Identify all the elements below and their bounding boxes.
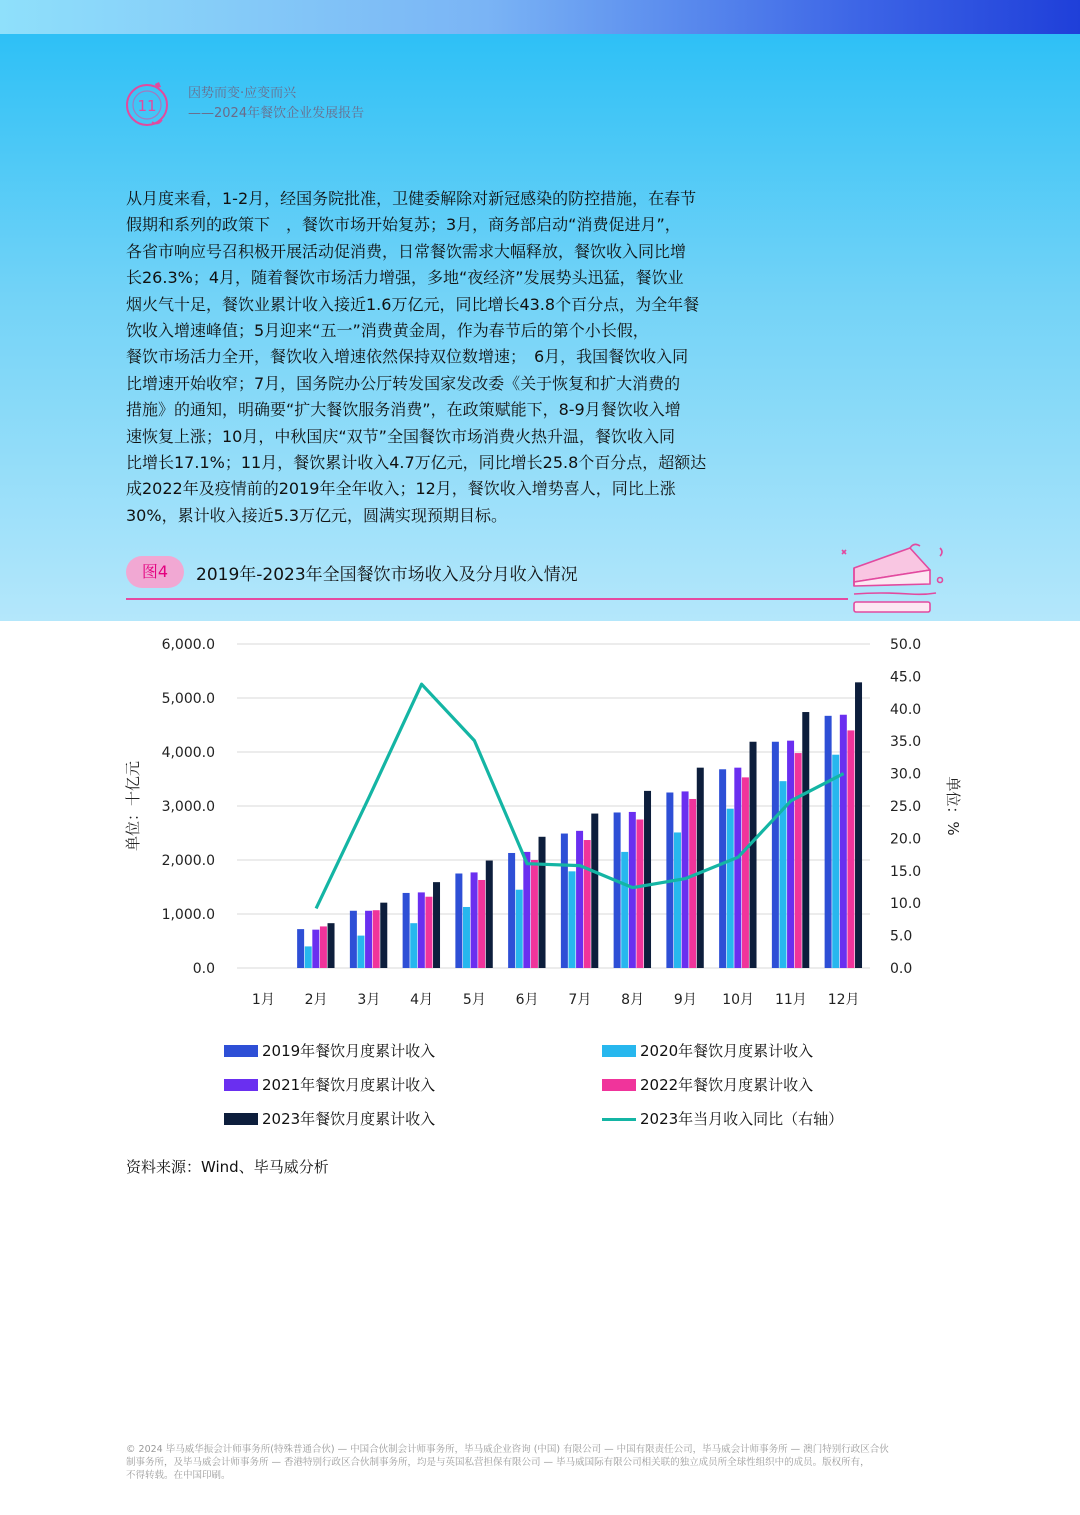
- y2-tick-label: 0.0: [890, 961, 913, 977]
- page-number: 11: [137, 97, 157, 115]
- legend-swatch: [224, 1045, 258, 1057]
- bar: [410, 923, 417, 968]
- x-tick-label: 8月: [621, 992, 645, 1008]
- bar: [689, 799, 696, 968]
- y2-tick-label: 15.0: [890, 863, 922, 880]
- bar: [350, 911, 357, 968]
- chart-bars: [297, 682, 862, 968]
- intro-line: 餐饮市场活力全开，餐饮收入增速依然保持双位数增速； 6月，我国餐饮收入同: [126, 347, 689, 367]
- y-tick-label: 4,000.0: [161, 745, 215, 761]
- bar: [644, 791, 651, 968]
- x-tick-label: 7月: [568, 992, 592, 1008]
- y-tick-label: 0.0: [192, 961, 215, 977]
- copyright-footer: [126, 1443, 958, 1482]
- bar: [357, 936, 364, 968]
- x-tick-label: 10月: [722, 992, 755, 1008]
- legend-swatch: [602, 1045, 636, 1057]
- bar: [305, 946, 312, 968]
- bar: [629, 812, 636, 968]
- bar: [561, 834, 568, 968]
- legend-label: 2019年餐饮月度累计收入: [262, 1042, 436, 1060]
- x-tick-label: 2月: [304, 992, 328, 1008]
- legend-swatch: [602, 1079, 636, 1091]
- figure-title-rule: [126, 598, 848, 600]
- bar: [734, 768, 741, 968]
- legend-label: 2020年餐饮月度累计收入: [640, 1042, 814, 1060]
- bar: [463, 907, 470, 968]
- bar: [312, 930, 319, 968]
- y2-axis-label: 单位：%: [944, 776, 962, 836]
- bar: [621, 852, 628, 968]
- bar: [750, 742, 757, 968]
- intro-line: 烟火气十足，餐饮业累计收入接近1.6万亿元，同比增长43.8个百分点，为全年餐: [126, 294, 700, 314]
- y-tick-label: 6,000.0: [161, 637, 215, 653]
- bar: [425, 897, 432, 968]
- bar: [697, 768, 704, 968]
- bar: [840, 715, 847, 968]
- figure-title: 2019年-2023年全国餐饮市场收入及分月收入情况: [196, 565, 578, 585]
- bar: [508, 853, 515, 968]
- x-tick-label: 12月: [827, 992, 860, 1008]
- top-gradient-bar: [0, 0, 1080, 34]
- report-subtitle: ——2024年餐饮企业发展报告: [188, 106, 365, 121]
- y-tick-label: 5,000.0: [161, 691, 215, 707]
- revenue-chart: [100, 630, 980, 1020]
- bar: [531, 860, 538, 968]
- bar: [523, 852, 530, 968]
- footer-line: © 2024 毕马威华振会计师事务所(特殊普通合伙) — 中国合伙制会计师事务所，毕马威企业咨询 (中国) 有限公司 — 中国有限责任公司，毕马威会计师事务所 — 澳门特别行政区合伙: [126, 1444, 889, 1455]
- bar: [568, 871, 575, 968]
- x-tick-label: 4月: [410, 992, 434, 1008]
- bar: [855, 682, 862, 968]
- page-number-badge: [122, 78, 174, 130]
- intro-line: 成2022年及疫情前的2019年全年收入；12月，餐饮收入增势喜人，同比上涨: [126, 479, 676, 499]
- y2-tick-label: 40.0: [890, 701, 922, 718]
- y-tick-label: 2,000.0: [161, 853, 215, 869]
- bar: [742, 777, 749, 968]
- y2-tick-label: 25.0: [890, 799, 922, 815]
- legend-label: 2023年餐饮月度累计收入: [262, 1110, 436, 1128]
- y2-tick-label: 30.0: [890, 766, 922, 783]
- legend-swatch: [224, 1079, 258, 1091]
- intro-line: 比增速开始收窄；7月，国务院办公厅转发国家发改委《关于恢复和扩大消费的: [126, 373, 681, 393]
- x-tick-label: 6月: [515, 992, 539, 1008]
- bar: [576, 831, 583, 968]
- bar: [772, 742, 779, 968]
- bar: [455, 874, 462, 969]
- footer-line: 制事务所，及毕马威会计师事务所 — 香港特别行政区合伙制事务所，均是与英国私营担保有限公司 — 毕马威国际有限公司相关联的独立成员所全球性组织中的成员。版权所有，: [126, 1457, 870, 1468]
- bar: [591, 814, 598, 968]
- bar: [795, 753, 802, 968]
- bar: [418, 892, 425, 968]
- y2-tick-label: 35.0: [890, 734, 922, 751]
- legend-swatch: [224, 1113, 258, 1125]
- intro-line: 假期和系列的政策下 ，餐饮市场开始复苏；3月，商务部启动“消费促进月”，: [126, 215, 681, 235]
- bar: [471, 872, 478, 968]
- report-series-title: 因势而变·应变而兴: [188, 86, 297, 101]
- bar: [674, 832, 681, 968]
- bar: [539, 837, 546, 968]
- legend-label: 2023年当月收入同比（右轴）: [640, 1110, 844, 1128]
- y-tick-label: 3,000.0: [161, 799, 215, 815]
- intro-line: 从月度来看，1-2月，经国务院批准，卫健委解除对新冠感染的防控措施，在春节: [126, 189, 697, 208]
- bar: [832, 755, 839, 968]
- bar: [584, 840, 591, 968]
- bar: [297, 929, 304, 968]
- intro-line: 长26.3%；4月，随着餐饮市场活力增强，多地“夜经济”发展势头迅猛，餐饮业: [126, 268, 684, 288]
- bar: [478, 880, 485, 968]
- cake-slice-icon: [840, 540, 950, 620]
- intro-line: 速恢复上涨；10月，中秋国庆“双节”全国餐饮市场消费火热升温，餐饮收入同: [126, 426, 675, 446]
- bar: [486, 861, 493, 968]
- bar: [365, 911, 372, 968]
- legend-label: 2022年餐饮月度累计收入: [640, 1076, 814, 1094]
- data-source: 资料来源：Wind、毕马威分析: [126, 1158, 329, 1176]
- y2-tick-label: 5.0: [890, 928, 913, 945]
- bar: [328, 923, 335, 968]
- bar: [636, 820, 643, 969]
- y2-tick-label: 20.0: [890, 831, 922, 848]
- bar: [614, 812, 621, 968]
- y-tick-label: 1,000.0: [161, 907, 215, 923]
- intro-paragraph: [126, 186, 726, 529]
- footer-line: 不得转载。在中国印刷。: [126, 1470, 231, 1481]
- intro-line: 各省市响应号召积极开展活动促消费，日常餐饮需求大幅释放，餐饮收入同比增: [126, 241, 687, 261]
- bar: [516, 890, 523, 968]
- intro-line: 比增长17.1%；11月，餐饮累计收入4.7万亿元，同比增长25.8个百分点，超额达: [126, 453, 707, 473]
- intro-line: 30%，累计收入接近5.3万亿元，圆满实现预期目标。: [126, 505, 508, 525]
- intro-line: 饮收入增速峰值；5月迎来“五一”消费黄金周，作为春节后的第个小长假，: [126, 321, 649, 341]
- y2-tick-label: 50.0: [890, 637, 922, 653]
- bar: [719, 769, 726, 968]
- bar: [825, 716, 832, 968]
- intro-line: 措施》的通知，明确要“扩大餐饮服务消费”，在政策赋能下，8-9月餐饮收入增: [126, 400, 681, 420]
- y2-tick-label: 45.0: [890, 669, 922, 686]
- x-tick-label: 5月: [462, 992, 486, 1008]
- bar: [373, 910, 380, 968]
- x-tick-label: 3月: [357, 992, 381, 1008]
- bar: [403, 893, 410, 968]
- bar: [787, 741, 794, 968]
- x-tick-label: 9月: [673, 992, 697, 1008]
- bar: [320, 926, 327, 968]
- x-tick-label: 11月: [774, 992, 807, 1008]
- legend-label: 2021年餐饮月度累计收入: [262, 1076, 436, 1094]
- x-tick-label: 1月: [251, 992, 275, 1008]
- bar: [380, 903, 387, 968]
- figure-badge: 图4: [126, 556, 184, 588]
- bar: [727, 809, 734, 968]
- legend-swatch: [602, 1118, 636, 1121]
- bar: [802, 712, 809, 968]
- y-axis-label: 单位：十亿元: [124, 760, 142, 852]
- bar: [847, 730, 854, 968]
- bar: [433, 882, 440, 968]
- y2-tick-label: 10.0: [890, 896, 922, 913]
